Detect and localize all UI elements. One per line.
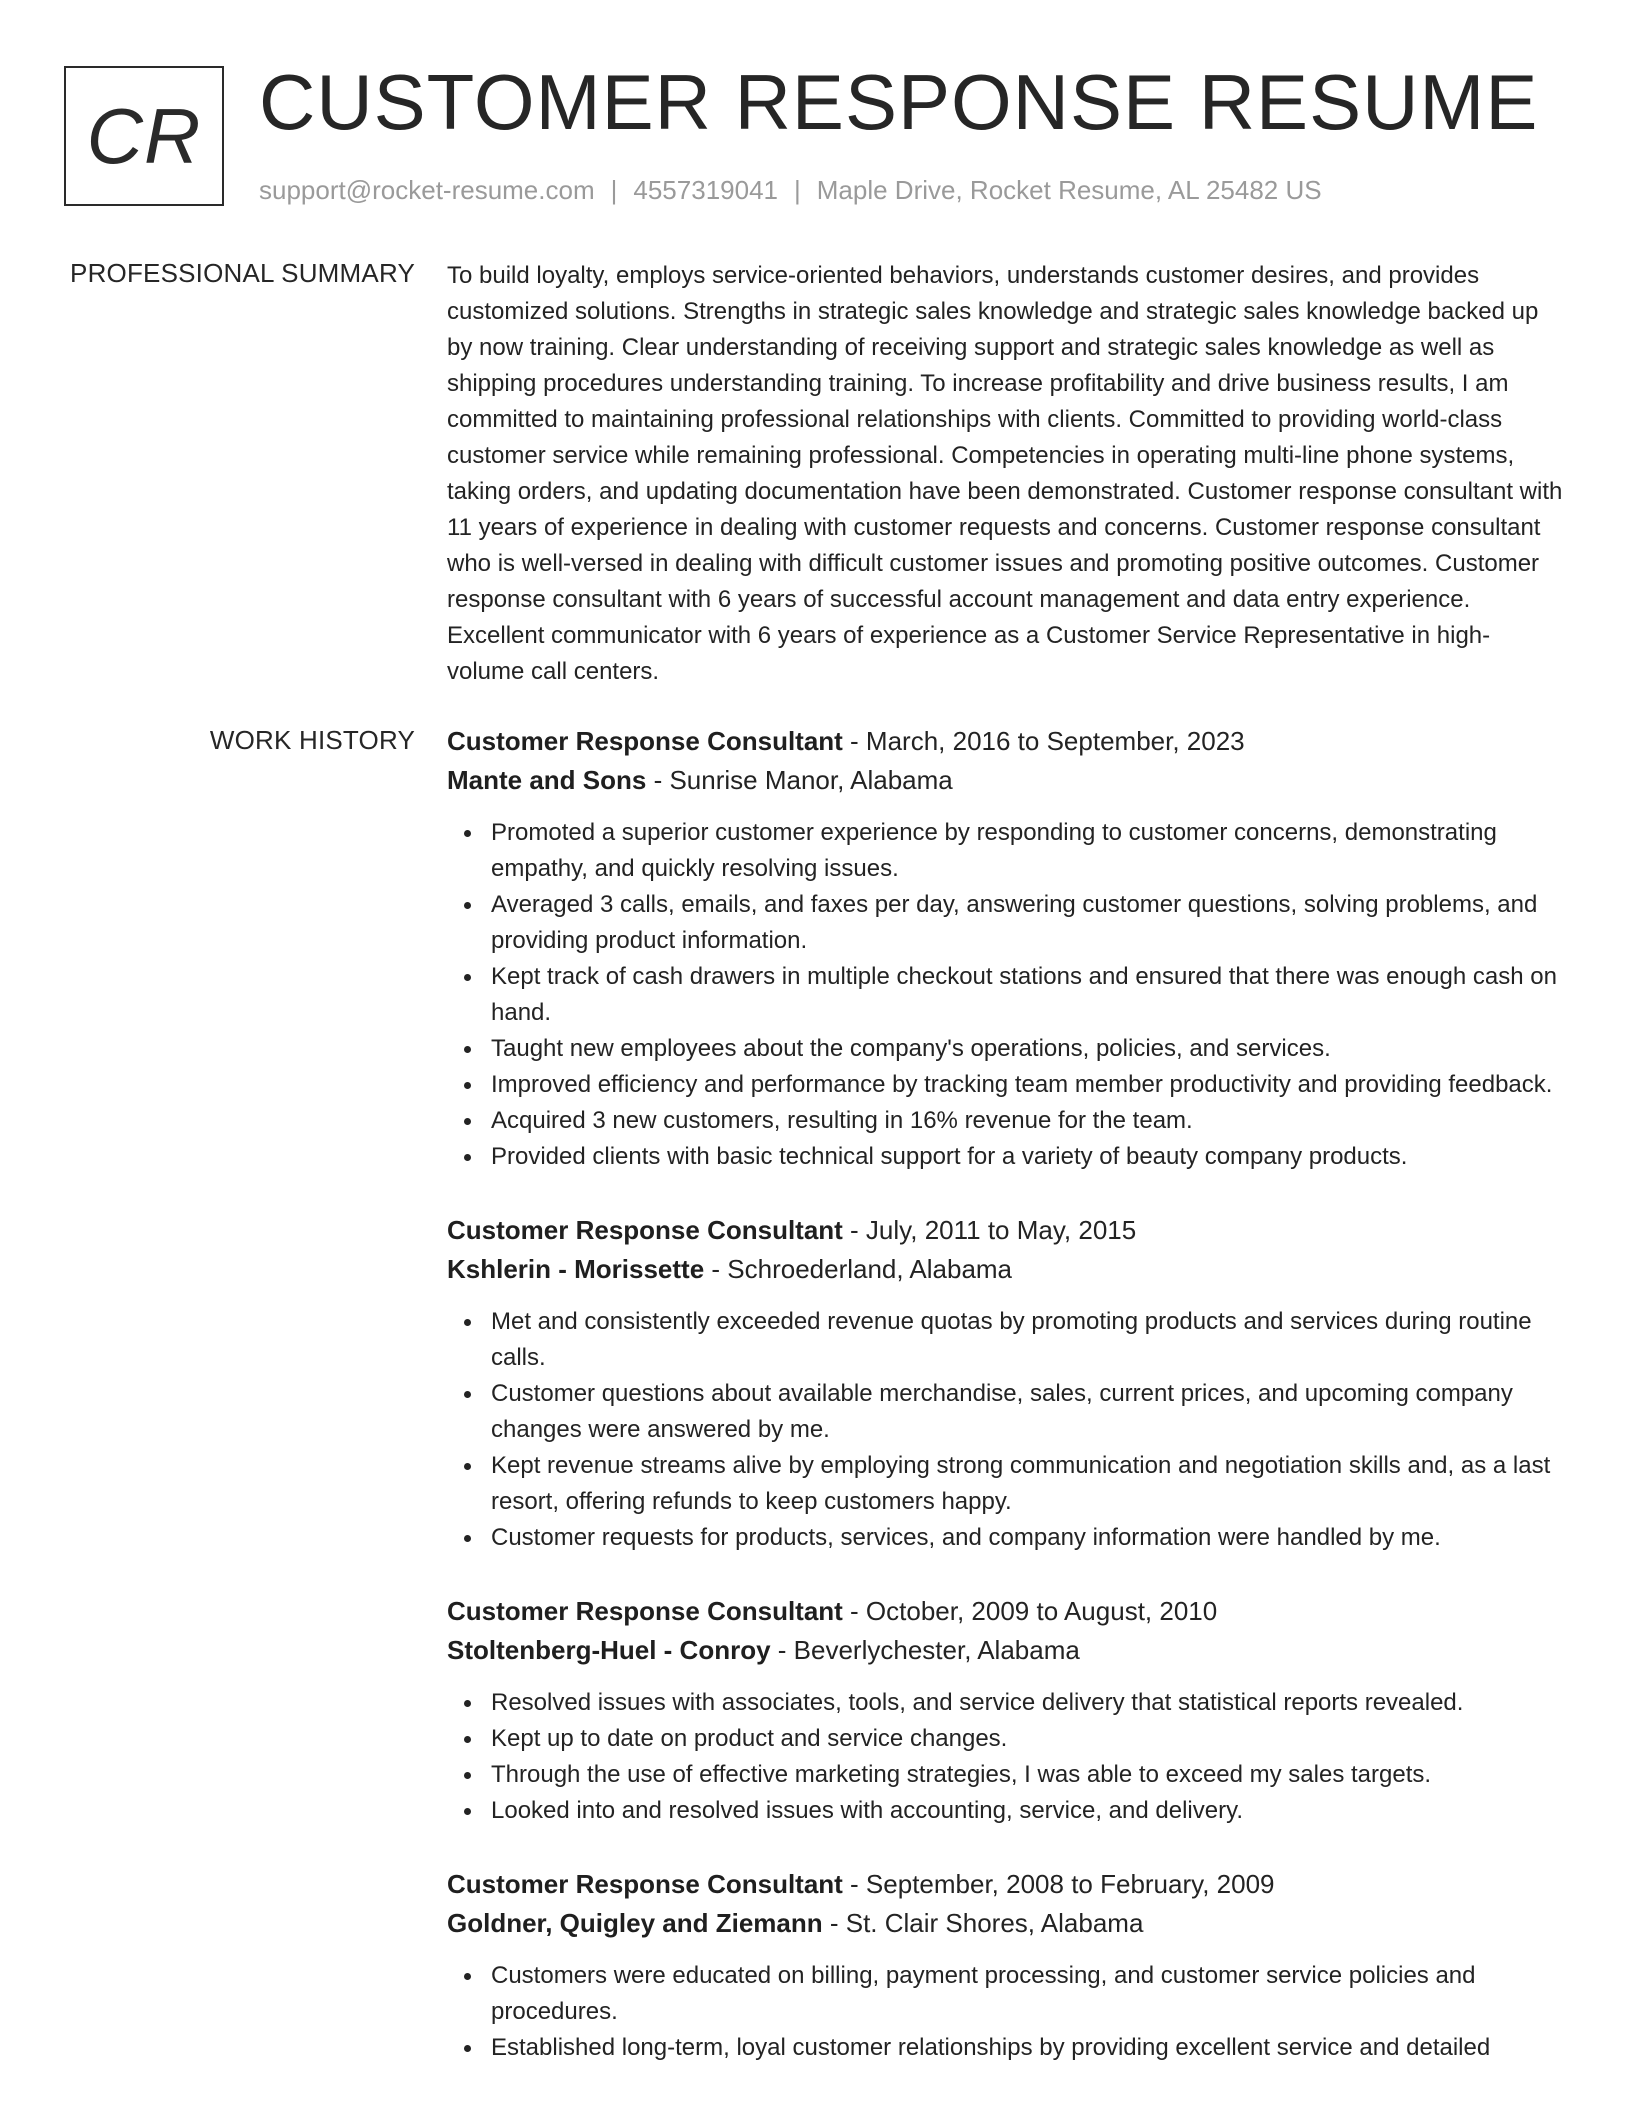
job-bullet: Resolved issues with associates, tools, and service delivery that statistical reports revealed. bbox=[491, 1685, 1567, 1721]
job-title: Customer Response Consultant bbox=[447, 1869, 843, 1899]
job-location: - St. Clair Shores, Alabama bbox=[822, 1908, 1144, 1938]
monogram-text: CR bbox=[86, 91, 202, 180]
job-company-line bbox=[447, 1631, 1567, 1670]
job-bullet: Promoted a superior customer experience by responding to customer concerns, demonstrating empathy, and quickly resolving issues. bbox=[491, 815, 1567, 887]
job-dates: - October, 2009 to August, 2010 bbox=[842, 1596, 1218, 1626]
job-bullet: Kept revenue streams alive by employing strong communication and negotiation skills and, as a last resort, offering refunds to keep customers happy. bbox=[491, 1448, 1567, 1520]
job-title-line bbox=[447, 1211, 1567, 1250]
job-company: Goldner, Quigley and Ziemann bbox=[447, 1908, 823, 1938]
job-dates: - September, 2008 to February, 2009 bbox=[842, 1869, 1275, 1899]
job-title: Customer Response Consultant bbox=[447, 1215, 843, 1245]
job-bullet: Taught new employees about the company's operations, policies, and services. bbox=[491, 1031, 1567, 1067]
job-bullet: Customer questions about available merchandise, sales, current prices, and upcoming company changes were answered by me. bbox=[491, 1376, 1567, 1448]
resume-title: CUSTOMER RESPONSE RESUME bbox=[259, 58, 1539, 146]
job-bullet-list bbox=[447, 1304, 1567, 1556]
job-location: - Sunrise Manor, Alabama bbox=[646, 765, 953, 795]
job-company-line bbox=[447, 1904, 1567, 1943]
job-company-line bbox=[447, 761, 1567, 800]
job-dates: - July, 2011 to May, 2015 bbox=[842, 1215, 1137, 1245]
job-bullet-list bbox=[447, 1958, 1567, 2066]
job-title-line bbox=[447, 1592, 1567, 1631]
job-bullet: Kept track of cash drawers in multiple checkout stations and ensured that there was enough cash on hand. bbox=[491, 959, 1567, 1031]
job-bullet: Customer requests for products, services, and company information were handled by me. bbox=[491, 1520, 1567, 1556]
job-entry bbox=[447, 1211, 1567, 1556]
job-bullet-list bbox=[447, 815, 1567, 1175]
job-bullet: Provided clients with basic technical support for a variety of beauty company products. bbox=[491, 1139, 1567, 1175]
job-bullet: Met and consistently exceeded revenue quotas by promoting products and services during routine calls. bbox=[491, 1304, 1567, 1376]
job-bullet: Averaged 3 calls, emails, and faxes per day, answering customer questions, solving problems, and providing product information. bbox=[491, 887, 1567, 959]
job-title-line bbox=[447, 722, 1567, 761]
job-title: Customer Response Consultant bbox=[447, 726, 843, 756]
job-entry bbox=[447, 722, 1567, 1175]
contact-address: Maple Drive, Rocket Resume, AL 25482 US bbox=[816, 175, 1322, 205]
job-bullet: Established long-term, loyal customer relationships by providing excellent service and detailed bbox=[491, 2030, 1567, 2066]
job-entry bbox=[447, 1592, 1567, 1829]
job-title-line bbox=[447, 1865, 1567, 1904]
contact-phone[interactable]: 4557319041 bbox=[633, 175, 778, 205]
job-company: Kshlerin - Morissette bbox=[447, 1254, 705, 1284]
job-bullet: Customers were educated on billing, payment processing, and customer service policies and procedures. bbox=[491, 1958, 1567, 2030]
summary-text: To build loyalty, employs service-oriented behaviors, understands customer desires, and provides customized solutions. Strengths in strategic sales knowledge and strategic sales knowledge backed up by now training. Clear understanding of receiving support and strategic sales knowledge as well as shipping procedures understanding training. To increase profitability and drive business results, I am committed to maintaining professional relationships with clients. Committed to providing world-class customer service while remaining professional. Competencies in operating multi-line phone systems, taking orders, and updating documentation have been demonstrated. Customer response consultant with 11 years of experience in dealing with customer requests and concerns. Customer response consultant who is well-versed in dealing with difficult customer issues and promoting positive outcomes. Customer response consultant with 6 years of successful account management and data entry experience. Excellent communicator with 6 years of experience as a Customer Service Representative in high-volume call centers. bbox=[447, 262, 1563, 685]
job-location: - Beverlychester, Alabama bbox=[770, 1635, 1080, 1665]
job-bullet-list bbox=[447, 1685, 1567, 1829]
section-heading-summary: PROFESSIONAL SUMMARY bbox=[70, 258, 415, 288]
job-bullet: Acquired 3 new customers, resulting in 16% revenue for the team. bbox=[491, 1103, 1567, 1139]
contact-separator: | bbox=[794, 175, 801, 205]
job-bullet: Improved efficiency and performance by tracking team member productivity and providing feedback. bbox=[491, 1067, 1567, 1103]
monogram-logo bbox=[64, 66, 224, 206]
section-heading-work-history: WORK HISTORY bbox=[209, 725, 415, 755]
job-company-line bbox=[447, 1250, 1567, 1289]
contact-info bbox=[259, 175, 1322, 206]
job-bullet: Through the use of effective marketing strategies, I was able to exceed my sales targets. bbox=[491, 1757, 1567, 1793]
job-company: Mante and Sons bbox=[447, 765, 647, 795]
job-location: - Schroederland, Alabama bbox=[704, 1254, 1013, 1284]
job-company: Stoltenberg-Huel - Conroy bbox=[447, 1635, 771, 1665]
job-bullet: Looked into and resolved issues with accounting, service, and delivery. bbox=[491, 1793, 1567, 1829]
work-history-list bbox=[447, 722, 1567, 2102]
job-entry bbox=[447, 1865, 1567, 2066]
job-bullet: Kept up to date on product and service changes. bbox=[491, 1721, 1567, 1757]
contact-separator: | bbox=[610, 175, 618, 205]
contact-email[interactable]: support@rocket-resume.com bbox=[259, 175, 595, 205]
job-dates: - March, 2016 to September, 2023 bbox=[842, 726, 1245, 756]
job-title: Customer Response Consultant bbox=[447, 1596, 843, 1626]
